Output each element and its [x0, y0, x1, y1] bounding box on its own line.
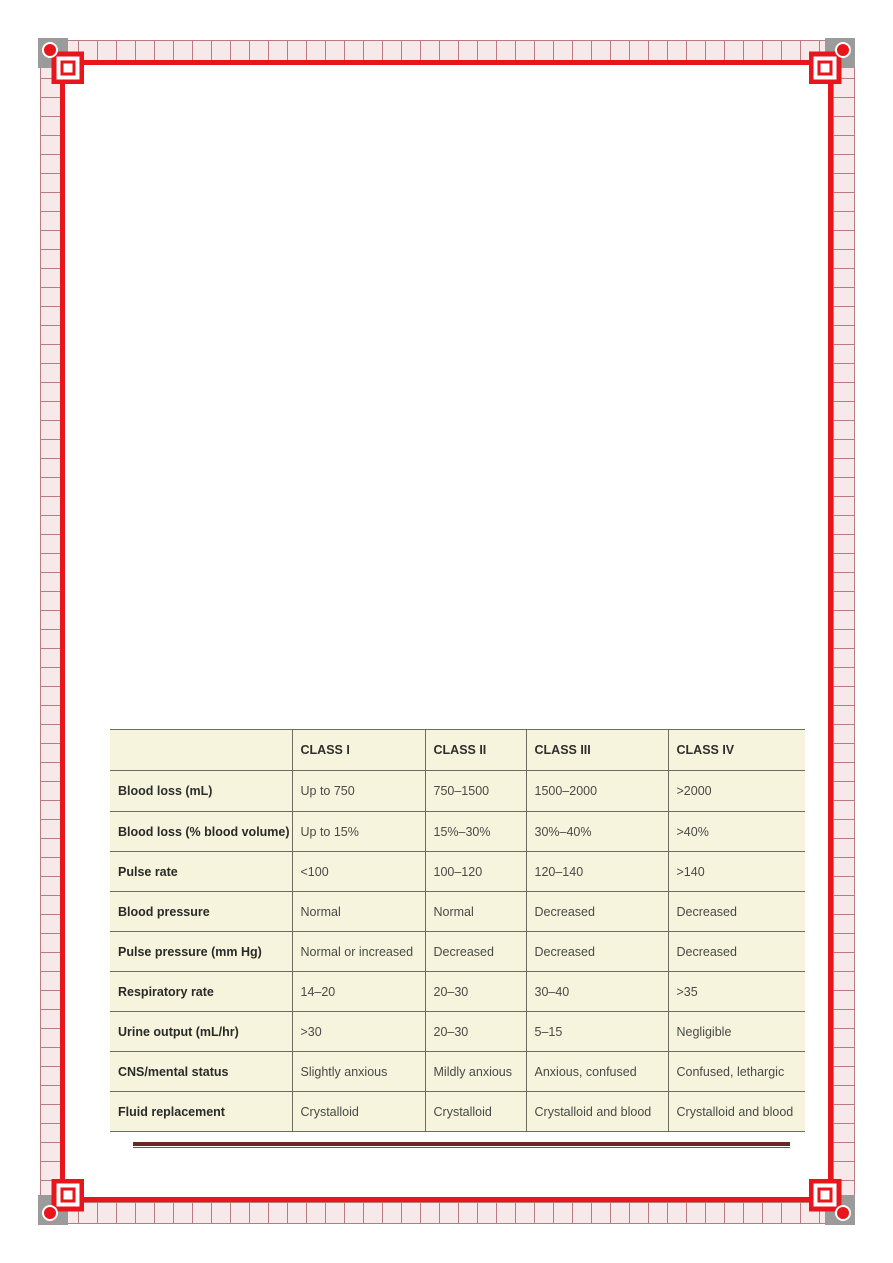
- table-row: [110, 1092, 805, 1132]
- corner-ornament-bottom-left: [36, 1179, 84, 1227]
- table-cell: 30–40: [526, 972, 668, 1012]
- corner-ornament-top-right: [809, 36, 857, 84]
- header-class-iii: CLASS III: [526, 730, 668, 771]
- table-cell: 120–140: [526, 852, 668, 892]
- row-label: Respiratory rate: [110, 972, 292, 1012]
- frame-top-strip: [60, 40, 833, 62]
- table-cell: 30%–40%: [526, 812, 668, 852]
- footer-rule-thin: [133, 1147, 790, 1148]
- frame-bottom-red-line: [60, 1197, 833, 1202]
- row-label: Blood pressure: [110, 892, 292, 932]
- table-cell: >35: [668, 972, 805, 1012]
- table-row: [110, 771, 805, 812]
- row-label: Pulse rate: [110, 852, 292, 892]
- table-cell: Up to 15%: [292, 812, 425, 852]
- table-header-row: [110, 730, 805, 771]
- row-label: Urine output (mL/hr): [110, 1012, 292, 1052]
- table-cell: >30: [292, 1012, 425, 1052]
- table-cell: Slightly anxious: [292, 1052, 425, 1092]
- frame-bottom-strip: [60, 1202, 833, 1224]
- table-cell: <100: [292, 852, 425, 892]
- table-cell: 5–15: [526, 1012, 668, 1052]
- frame-right-red-line: [828, 60, 833, 1202]
- table-cell: Up to 750: [292, 771, 425, 812]
- table-cell: Decreased: [526, 892, 668, 932]
- table-row: [110, 892, 805, 932]
- table-cell: Anxious, confused: [526, 1052, 668, 1092]
- hemorrhage-class-table-container: [110, 729, 805, 1132]
- table-cell: 1500–2000: [526, 771, 668, 812]
- table-cell: Confused, lethargic: [668, 1052, 805, 1092]
- row-label: Blood loss (mL): [110, 771, 292, 812]
- frame-right-strip: [833, 60, 855, 1203]
- row-label: Pulse pressure (mm Hg): [110, 932, 292, 972]
- header-class-iv: CLASS IV: [668, 730, 805, 771]
- table-cell: Decreased: [668, 932, 805, 972]
- frame-left-red-line: [60, 60, 65, 1202]
- row-label: Blood loss (% blood volume): [110, 812, 292, 852]
- table-row: [110, 932, 805, 972]
- table-cell: Crystalloid and blood: [668, 1092, 805, 1132]
- hemorrhage-class-table: [110, 729, 805, 1132]
- table-cell: Normal: [292, 892, 425, 932]
- header-blank: [110, 730, 292, 771]
- table-row: [110, 812, 805, 852]
- table-cell: Normal: [425, 892, 526, 932]
- table-cell: 14–20: [292, 972, 425, 1012]
- table-cell: >140: [668, 852, 805, 892]
- header-class-i: CLASS I: [292, 730, 425, 771]
- table-cell: Decreased: [668, 892, 805, 932]
- table-row: [110, 1012, 805, 1052]
- table-row: [110, 972, 805, 1012]
- table-cell: Normal or increased: [292, 932, 425, 972]
- table-cell: Crystalloid: [292, 1092, 425, 1132]
- table-cell: 15%–30%: [425, 812, 526, 852]
- row-label: CNS/mental status: [110, 1052, 292, 1092]
- table-cell: >2000: [668, 771, 805, 812]
- corner-ornament-bottom-right: [809, 1179, 857, 1227]
- table-cell: Decreased: [425, 932, 526, 972]
- table-cell: Negligible: [668, 1012, 805, 1052]
- header-class-ii: CLASS II: [425, 730, 526, 771]
- table-cell: 20–30: [425, 1012, 526, 1052]
- row-label: Fluid replacement: [110, 1092, 292, 1132]
- corner-ornament-top-left: [36, 36, 84, 84]
- table-cell: 100–120: [425, 852, 526, 892]
- footer-rule: [133, 1142, 790, 1146]
- table-cell: 750–1500: [425, 771, 526, 812]
- table-cell: >40%: [668, 812, 805, 852]
- table-cell: Crystalloid and blood: [526, 1092, 668, 1132]
- table-cell: Decreased: [526, 932, 668, 972]
- frame-top-red-line: [60, 60, 833, 65]
- table-cell: Mildly anxious: [425, 1052, 526, 1092]
- frame-left-strip: [40, 60, 62, 1203]
- table-cell: Crystalloid: [425, 1092, 526, 1132]
- table-row: [110, 1052, 805, 1092]
- table-cell: 20–30: [425, 972, 526, 1012]
- table-row: [110, 852, 805, 892]
